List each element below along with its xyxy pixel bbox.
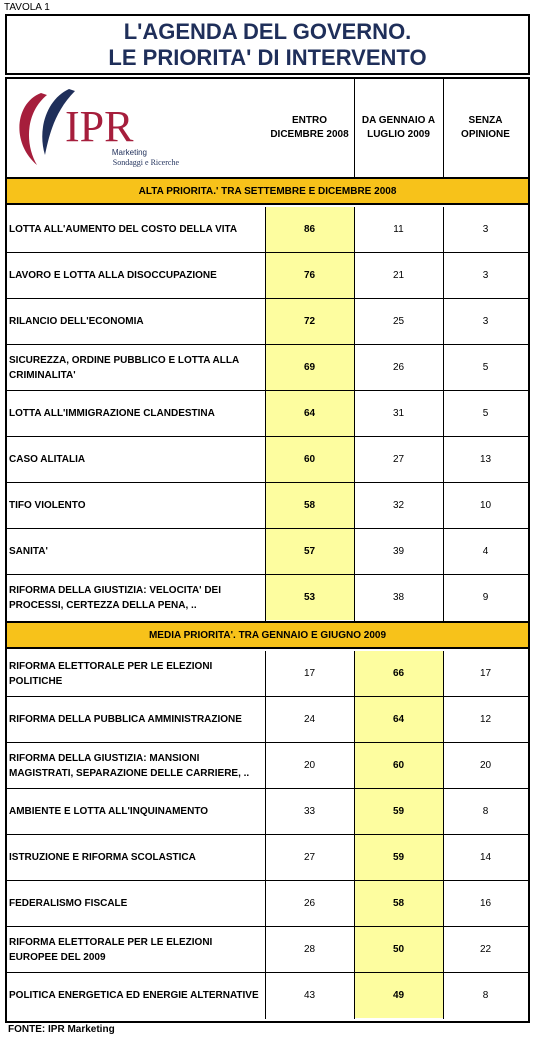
value-cell: 3 (482, 224, 489, 235)
value-cell: 20 (303, 760, 316, 771)
table-row (7, 927, 528, 973)
value-cell: 12 (479, 714, 492, 725)
row-label: TIFO VIOLENTO (9, 500, 86, 511)
value-cell: 27 (303, 852, 316, 863)
table-row (7, 253, 528, 299)
row-label: RILANCIO DELL'ECONOMIA (9, 316, 144, 327)
column-divider (354, 207, 355, 621)
row-label: FEDERALISMO FISCALE (9, 898, 128, 909)
priority-table (5, 77, 530, 1023)
table-row (7, 575, 528, 621)
value-cell: 43 (303, 990, 316, 1001)
value-cell: 27 (392, 454, 405, 465)
table-row (7, 345, 528, 391)
table-row (7, 651, 528, 697)
value-cell: 66 (354, 651, 443, 696)
table-row (7, 697, 528, 743)
logo-sub-2: Sondaggi e Ricerche (112, 158, 179, 167)
page-title (5, 14, 530, 75)
column-divider (443, 651, 444, 1019)
value-cell: 60 (265, 437, 354, 482)
column-divider (443, 207, 444, 621)
row-label: LOTTA ALL'AUMENTO DEL COSTO DELLA VITA (9, 224, 238, 235)
value-cell: 86 (265, 207, 354, 252)
table-number: TAVOLA 1 (4, 2, 50, 13)
logo-text: IPR (65, 102, 134, 151)
table-row (7, 483, 528, 529)
table-row (7, 789, 528, 835)
value-cell: 39 (392, 546, 405, 557)
column-divider (443, 79, 444, 177)
value-cell: 25 (392, 316, 405, 327)
column-divider (354, 651, 355, 1019)
value-cell: 28 (303, 944, 316, 955)
row-label: ISTRUZIONE E RIFORMA SCOLASTICA (9, 852, 196, 863)
value-cell: 5 (482, 408, 489, 419)
value-cell: 38 (392, 592, 405, 603)
row-label: RIFORMA ELETTORALE PER LE ELEZIONI EUROPEE DEL 2009 (9, 936, 213, 963)
value-cell: 22 (479, 944, 492, 955)
value-cell: 32 (392, 500, 405, 511)
table-row (7, 299, 528, 345)
row-label: CASO ALITALIA (9, 454, 86, 465)
row-label: AMBIENTE E LOTTA ALL'INQUINAMENTO (9, 806, 209, 817)
title-line-2: LE PRIORITA' DI INTERVENTO (108, 44, 427, 70)
value-cell: 26 (392, 362, 405, 373)
logo-sub-1: Marketing (111, 148, 147, 157)
ipr-logo (11, 85, 181, 171)
column-header-3: SENZA OPINIONE (461, 115, 510, 140)
value-cell: 49 (354, 973, 443, 1018)
value-cell: 4 (482, 546, 489, 557)
value-cell: 13 (479, 454, 492, 465)
value-cell: 50 (354, 927, 443, 972)
value-cell: 58 (354, 881, 443, 926)
value-cell: 3 (482, 316, 489, 327)
value-cell: 60 (354, 743, 443, 788)
table-row (7, 207, 528, 253)
source-note: FONTE: IPR Marketing (8, 1024, 115, 1035)
value-cell: 59 (354, 835, 443, 880)
value-cell: 26 (303, 898, 316, 909)
table-row (7, 529, 528, 575)
value-cell: 11 (393, 224, 404, 235)
value-cell: 53 (265, 575, 354, 620)
value-cell: 8 (482, 806, 489, 817)
column-header-1: ENTRO DICEMBRE 2008 (270, 115, 349, 140)
table-row (7, 973, 528, 1019)
value-cell: 8 (482, 990, 489, 1001)
table-row (7, 437, 528, 483)
column-divider (265, 207, 266, 621)
value-cell: 14 (479, 852, 492, 863)
value-cell: 5 (482, 362, 489, 373)
value-cell: 24 (303, 714, 316, 725)
table-row (7, 881, 528, 927)
value-cell: 57 (265, 529, 354, 574)
row-label: LOTTA ALL'IMMIGRAZIONE CLANDESTINA (9, 408, 215, 419)
section-header: ALTA PRIORITA.' TRA SETTEMBRE E DICEMBRE 2008 (7, 177, 528, 205)
value-cell: 21 (392, 270, 405, 281)
title-line-1: L'AGENDA DEL GOVERNO. (123, 18, 412, 44)
value-cell: 9 (482, 592, 489, 603)
column-header-2: DA GENNAIO A LUGLIO 2009 (361, 115, 436, 140)
row-label: SANITA' (9, 546, 48, 557)
row-label: RIFORMA DELLA PUBBLICA AMMINISTRAZIONE (9, 714, 242, 725)
value-cell: 31 (392, 408, 405, 419)
row-label: LAVORO E LOTTA ALLA DISOCCUPAZIONE (9, 270, 217, 281)
row-label: RIFORMA ELETTORALE PER LE ELEZIONI POLITICHE (9, 660, 213, 687)
column-divider (265, 651, 266, 1019)
value-cell: 17 (479, 668, 492, 679)
value-cell: 64 (354, 697, 443, 742)
value-cell: 76 (265, 253, 354, 298)
value-cell: 72 (265, 299, 354, 344)
value-cell: 20 (479, 760, 492, 771)
value-cell: 16 (479, 898, 492, 909)
row-label: SICUREZZA, ORDINE PUBBLICO E LOTTA ALLA CRIMINALITA' (9, 354, 239, 381)
value-cell: 17 (303, 668, 316, 679)
value-cell: 64 (265, 391, 354, 436)
table-header (7, 79, 528, 179)
value-cell: 10 (479, 500, 492, 511)
row-label: RIFORMA DELLA GIUSTIZIA: VELOCITA' DEI PROCESSI, CERTEZZA DELLA PENA, .. (9, 584, 221, 611)
table-row (7, 743, 528, 789)
value-cell: 58 (265, 483, 354, 528)
table-row (7, 835, 528, 881)
value-cell: 3 (482, 270, 489, 281)
row-label: RIFORMA DELLA GIUSTIZIA: MANSIONI MAGISTRATI, SEPARAZIONE DELLE CARRIERE, .. (9, 752, 250, 779)
value-cell: 33 (303, 806, 316, 817)
value-cell: 59 (354, 789, 443, 834)
row-label: POLITICA ENERGETICA ED ENERGIE ALTERNATIVE (9, 990, 259, 1001)
value-cell: 69 (265, 345, 354, 390)
table-row (7, 391, 528, 437)
column-divider (354, 79, 355, 177)
section-header: MEDIA PRIORITA'. TRA GENNAIO E GIUGNO 2009 (7, 621, 528, 649)
